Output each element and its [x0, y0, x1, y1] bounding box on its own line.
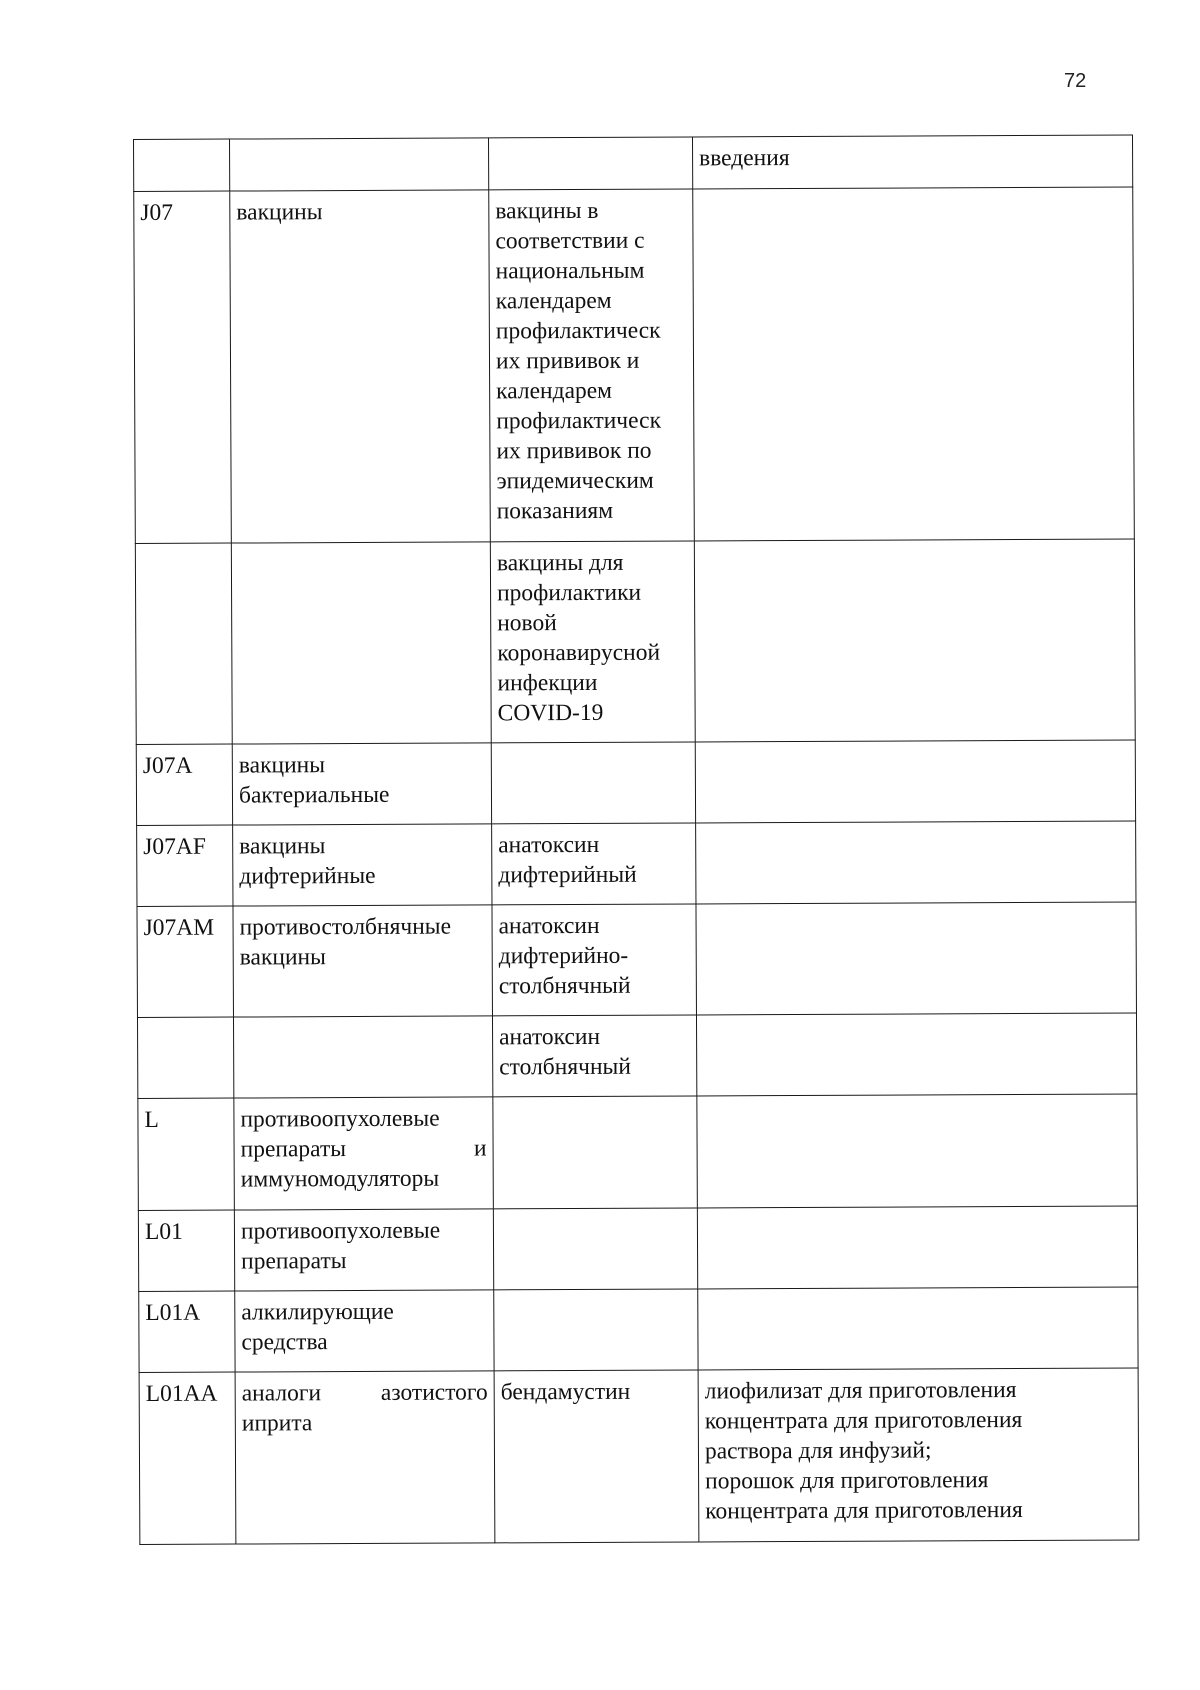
atc-code-cell: [134, 191, 232, 543]
drug-name-cell: [492, 904, 697, 1016]
atc-code-cell: [138, 1098, 235, 1210]
dosage-form-cell-text: [702, 746, 1129, 748]
cell-word: и: [473, 1135, 487, 1162]
dosage-form-cell-text: [699, 193, 1126, 195]
anatomic-therapeutic-group-cell: [234, 1209, 493, 1291]
anatomic-therapeutic-group-cell-text: [240, 1103, 486, 1194]
dosage-form-cell-text: [704, 1212, 1131, 1214]
table-row: [139, 1287, 1138, 1373]
drug-list-table: [133, 134, 1139, 1545]
drug-name-cell-text: анатоксин дифтерийный: [498, 831, 637, 889]
drug-name-cell-text: вакцины для профилактики новой коронавирусной инфекции COVID-19: [496, 549, 661, 727]
dosage-form-cell: [693, 187, 1135, 541]
dosage-form-cell: [697, 1094, 1138, 1208]
anatomic-therapeutic-group-cell: [232, 743, 491, 825]
table-row: [137, 902, 1136, 1018]
cell-word: препараты: [240, 1136, 347, 1163]
drug-name-cell-text: [495, 143, 686, 144]
atc-code-cell: [134, 139, 230, 191]
anatomic-therapeutic-group-cell: [230, 138, 489, 191]
table-row: [136, 740, 1135, 826]
table-row: [139, 1368, 1139, 1545]
cell-line: иммуномодуляторы: [240, 1165, 440, 1193]
dosage-form-cell-text: [704, 1293, 1131, 1295]
anatomic-therapeutic-group-cell: [235, 1290, 494, 1372]
anatomic-therapeutic-group-cell: [233, 905, 493, 1017]
dosage-form-cell: [694, 539, 1135, 742]
dosage-form-cell: [692, 135, 1132, 189]
dosage-form-cell: [697, 1206, 1137, 1289]
atc-code-cell-text: J07A: [142, 752, 193, 779]
dosage-form-cell-text: [701, 545, 1128, 547]
drug-name-cell: [492, 1015, 696, 1097]
cell-line: противоопухолевые: [240, 1105, 440, 1133]
drug-name-cell: [492, 823, 696, 905]
dosage-form-cell: [698, 1287, 1138, 1370]
dosage-form-cell-text: [703, 908, 1130, 910]
drug-name-cell: [493, 1208, 697, 1290]
anatomic-therapeutic-group-cell-text: вакцины бактериальные: [238, 752, 390, 809]
anatomic-therapeutic-group-cell: [235, 1371, 495, 1544]
anatomic-therapeutic-group-cell-text: вакцины: [236, 199, 323, 226]
atc-code-cell-text: J07AF: [143, 833, 206, 860]
atc-code-cell: [137, 825, 233, 906]
atc-code-cell: [135, 543, 232, 744]
drug-name-cell: [490, 541, 695, 743]
table-row: [137, 821, 1136, 907]
drug-name-cell: [494, 1289, 698, 1371]
cell-word: азотистого: [380, 1379, 488, 1406]
table-row: [137, 1013, 1136, 1099]
anatomic-therapeutic-group-cell: [231, 542, 491, 744]
dosage-form-cell-text: введения: [699, 145, 790, 172]
anatomic-therapeutic-group-cell-text: [238, 548, 484, 549]
atc-code-cell: [139, 1291, 235, 1372]
dosage-form-cell: [696, 902, 1136, 1015]
drug-name-cell: [494, 1370, 699, 1543]
drug-list-table-wrapper: [133, 134, 1139, 1545]
anatomic-therapeutic-group-cell: [233, 824, 492, 906]
anatomic-therapeutic-group-cell-text: [242, 1377, 488, 1438]
table-row: [138, 1094, 1137, 1211]
atc-code-cell: [137, 1017, 233, 1098]
drug-name-cell-text: анатоксин столбнячный: [499, 1023, 631, 1081]
drug-name-cell-text: [499, 1102, 690, 1103]
atc-code-cell-text: L01A: [145, 1299, 201, 1326]
atc-code-cell: [136, 744, 232, 825]
atc-code-cell-text: L01AA: [145, 1380, 218, 1407]
anatomic-therapeutic-group-cell-text: противоопухолевые препараты: [240, 1217, 441, 1275]
anatomic-therapeutic-group-cell-text: [236, 144, 482, 145]
atc-code-cell: [139, 1372, 236, 1544]
anatomic-therapeutic-group-cell-text: вакцины дифтерийные: [239, 833, 376, 890]
anatomic-therapeutic-group-cell: [233, 1016, 492, 1098]
drug-name-cell: [493, 1096, 698, 1209]
drug-name-cell-text: вакцины в соответствии с национальным календарем профилактическ их прививок и календарем профилактическ их прививок по эпидемическим показаниям: [495, 197, 662, 525]
atc-code-cell: [138, 1210, 234, 1291]
drug-name-cell-text: бендамустин: [500, 1378, 631, 1406]
dosage-form-cell-text: [702, 827, 1129, 829]
cell-line: [242, 1377, 488, 1408]
table-row: [134, 135, 1133, 192]
anatomic-therapeutic-group-cell-text: алкилирующие средства: [241, 1298, 394, 1356]
dosage-form-cell-text: [703, 1019, 1130, 1021]
drug-name-cell: [491, 742, 695, 824]
dosage-form-cell: [698, 1368, 1139, 1542]
drug-name-cell: [488, 137, 692, 190]
anatomic-therapeutic-group-cell: [230, 190, 491, 543]
cell-line: иприта: [241, 1410, 313, 1437]
dosage-form-cell: [695, 740, 1135, 823]
cell-line: [241, 1133, 487, 1164]
page-number: 72: [1064, 70, 1087, 92]
atc-code-cell-text: L: [144, 1106, 159, 1133]
dosage-form-cell-text: лиофилизат для приготовления концентрата для приготовления раствора для инфузий; порошок для приготовления концентрата для приготовления: [704, 1377, 1023, 1525]
dosage-form-cell: [696, 821, 1136, 904]
table-row: [135, 539, 1135, 745]
drug-name-cell-text: [498, 748, 689, 749]
dosage-form-cell-text: [703, 1100, 1130, 1102]
atc-code-cell-text: J07: [140, 199, 174, 226]
table-body: [134, 135, 1139, 1545]
drug-name-cell-text: [500, 1214, 691, 1215]
table-row: [134, 187, 1135, 544]
drug-name-cell-text: [500, 1295, 691, 1296]
atc-code-cell-text: J07AM: [143, 914, 215, 941]
atc-code-cell: [137, 906, 234, 1017]
table-row: [138, 1206, 1137, 1292]
dosage-form-cell: [696, 1013, 1136, 1096]
anatomic-therapeutic-group-cell-text: противостолбнячные вакцины: [239, 913, 452, 971]
atc-code-cell-text: L01: [144, 1218, 183, 1245]
drug-name-cell: [489, 189, 695, 542]
anatomic-therapeutic-group-cell: [234, 1097, 494, 1210]
cell-word: аналоги: [241, 1380, 322, 1407]
anatomic-therapeutic-group-cell-text: [240, 1022, 486, 1023]
drug-name-cell-text: анатоксин дифтерийно- столбнячный: [498, 912, 631, 1000]
